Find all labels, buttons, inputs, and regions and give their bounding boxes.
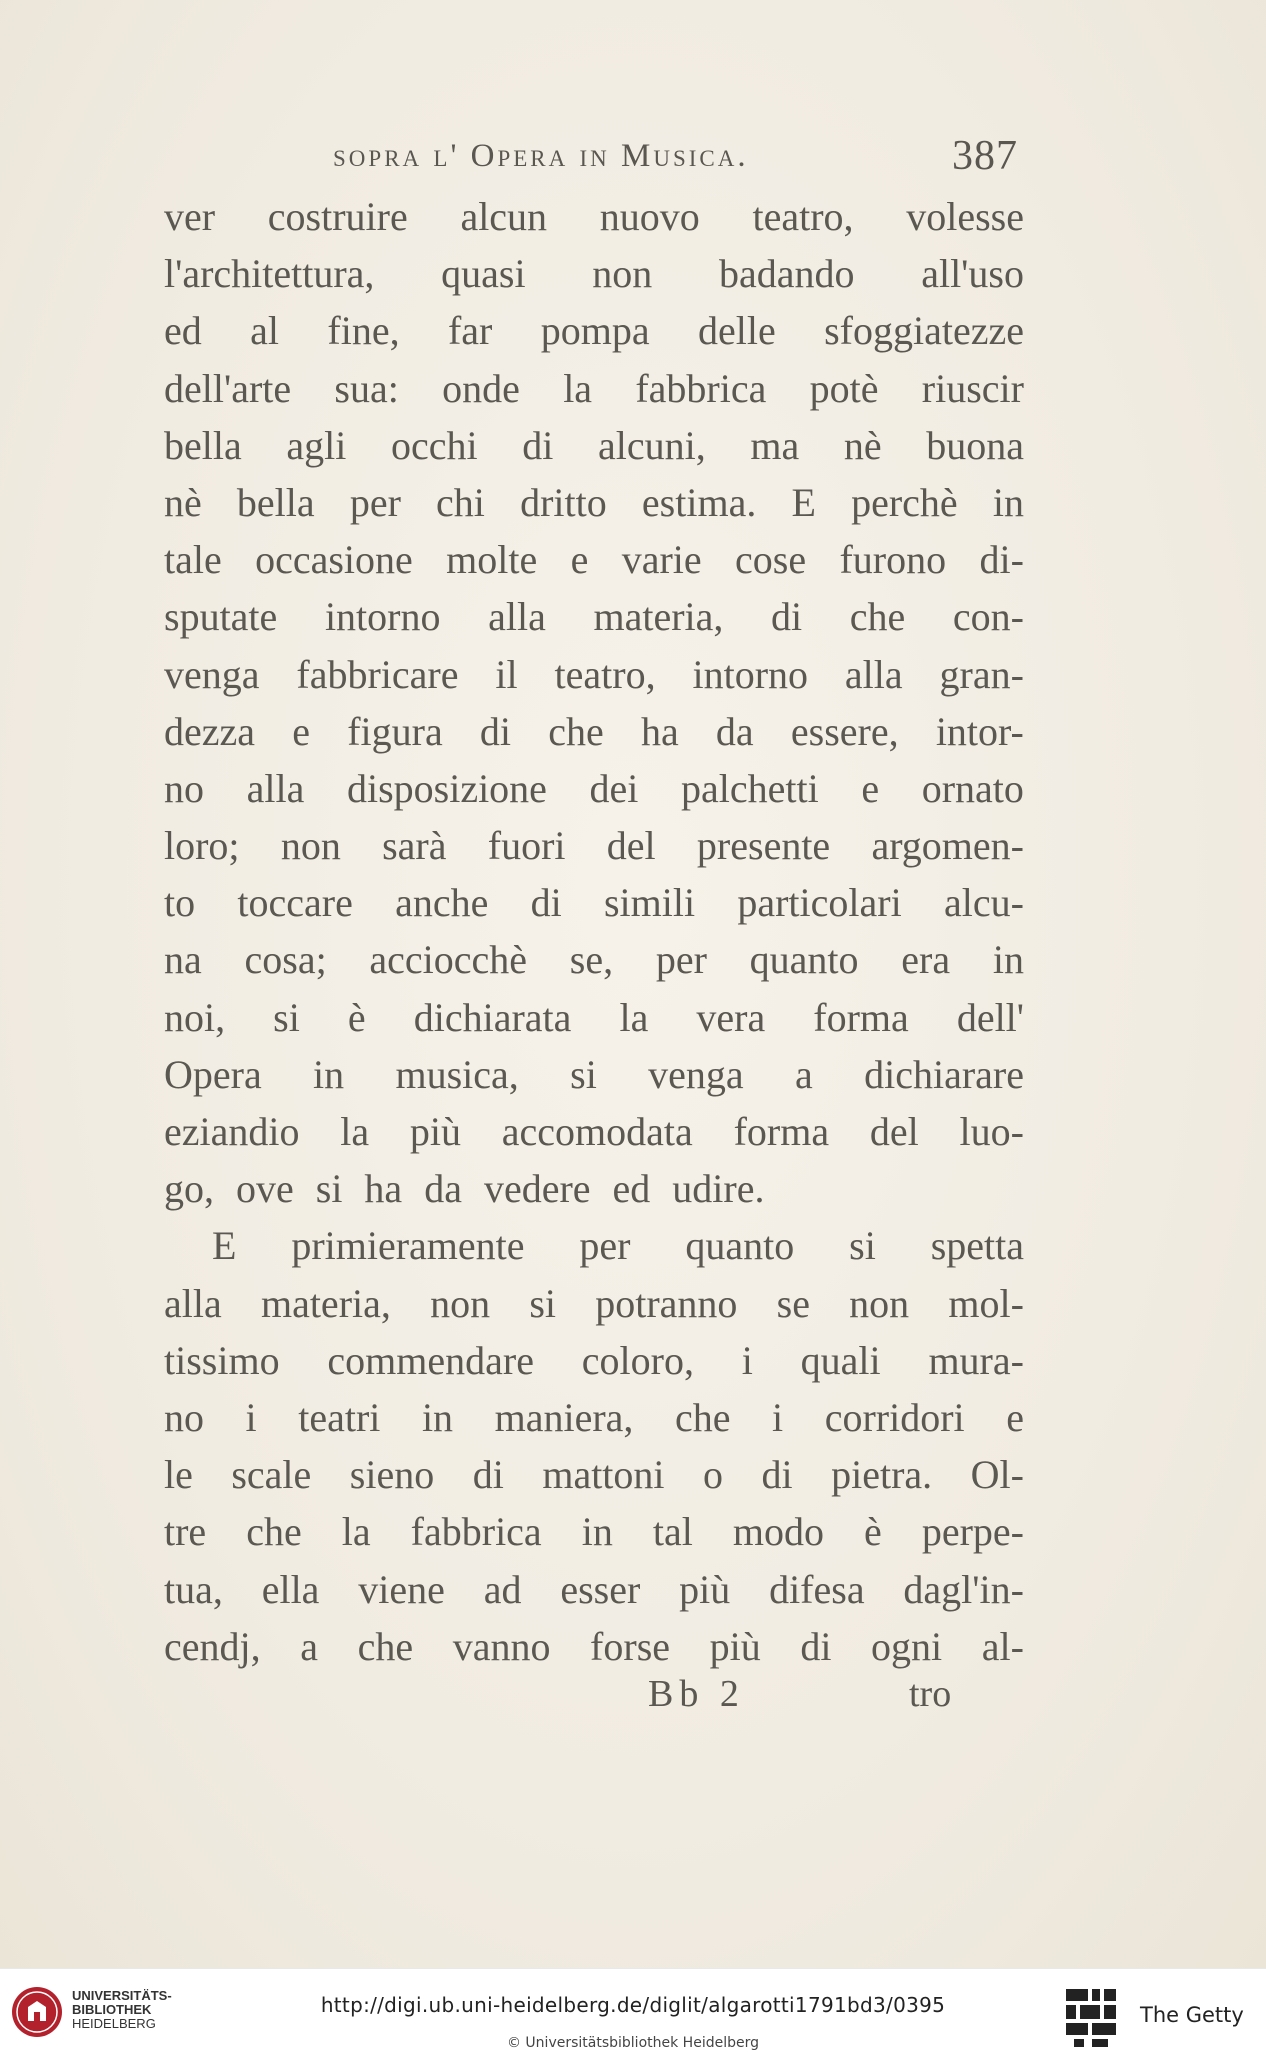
text-line: alla materia, non si potranno se non mol- — [164, 1280, 1024, 1326]
text-line: ver costruire alcun nuovo teatro, volesse — [164, 194, 1024, 239]
body-text — [164, 188, 1024, 1675]
text-line: to toccare anche di simili particolari alcu- — [164, 880, 1024, 926]
text-line: loro; non sarà fuori del presente argomen- — [164, 823, 1024, 869]
text-line: tissimo commendare coloro, i quali mura- — [164, 1337, 1024, 1383]
library-name-line2: BIBLIOTHEK — [72, 2002, 152, 2017]
text-line: sputate intorno alla materia, di che con- — [164, 594, 1024, 640]
page-header — [0, 133, 1266, 188]
copyright-notice: © Universitätsbibliothek Heidelberg — [506, 2035, 759, 2051]
text-line: ed al fine, far pompa delle sfoggiatezze — [164, 308, 1024, 354]
page-number: 387 — [952, 133, 1018, 179]
text-line: l'architettura, quasi non badando all'uso — [164, 251, 1024, 297]
library-name-line1: UNIVERSITÄTS- — [72, 1988, 172, 2003]
text-line: Opera in musica, si venga a dichiarare — [164, 1051, 1024, 1097]
page-footer-marks — [0, 1672, 1266, 1732]
text-line: bella agli occhi di alcuni, ma nè buona — [164, 422, 1024, 468]
text-line: dezza e figura di che ha da essere, intor- — [164, 708, 1024, 754]
text-line: venga fabbricare il teatro, intorno alla gran- — [164, 651, 1024, 697]
text-line: noi, si è dichiarata la vera forma dell' — [164, 994, 1024, 1040]
viewer-footer — [0, 1968, 1266, 2066]
permalink-url[interactable]: http://digi.ub.uni-heidelberg.de/diglit/algarotti1791bd3/0395 — [320, 1993, 946, 2017]
text-line: tale occasione molte e varie cose furono di- — [164, 537, 1024, 583]
library-name-line3: HEIDELBERG — [72, 2016, 156, 2031]
text-line: cendj, a che vanno forse più di ogni al- — [164, 1623, 1024, 1669]
catchword: tro — [909, 1673, 952, 1715]
text-line: no i teatri in maniera, che i corridori e — [164, 1394, 1024, 1440]
text-line: na cosa; acciocchè se, per quanto era in — [164, 937, 1024, 983]
text-line: tua, ella viene ad esser più difesa dagl'in- — [164, 1566, 1024, 1612]
sponsor-name: The Getty — [1140, 2003, 1244, 2027]
text-line: E primieramente per quanto si spetta — [212, 1223, 1024, 1269]
text-line: tre che la fabbrica in tal modo è perpe- — [164, 1509, 1024, 1555]
getty-logo-icon — [1064, 1987, 1118, 2049]
text-line: no alla disposizione dei palchetti e ornato — [164, 765, 1024, 811]
text-line: le scale sieno di mattoni o di pietra. Ol- — [164, 1452, 1024, 1498]
text-line: go, ove si ha da vedere ed udire. — [164, 1166, 765, 1212]
text-line: nè bella per chi dritto estima. E perchè in — [164, 479, 1024, 525]
signature-mark: Bb 2 — [648, 1673, 745, 1715]
running-head: sopra l' Opera in Musica. — [333, 138, 749, 174]
text-line: dell'arte sua: onde la fabbrica potè riuscir — [164, 365, 1024, 411]
text-line: eziandio la più accomodata forma del luo- — [164, 1109, 1024, 1154]
